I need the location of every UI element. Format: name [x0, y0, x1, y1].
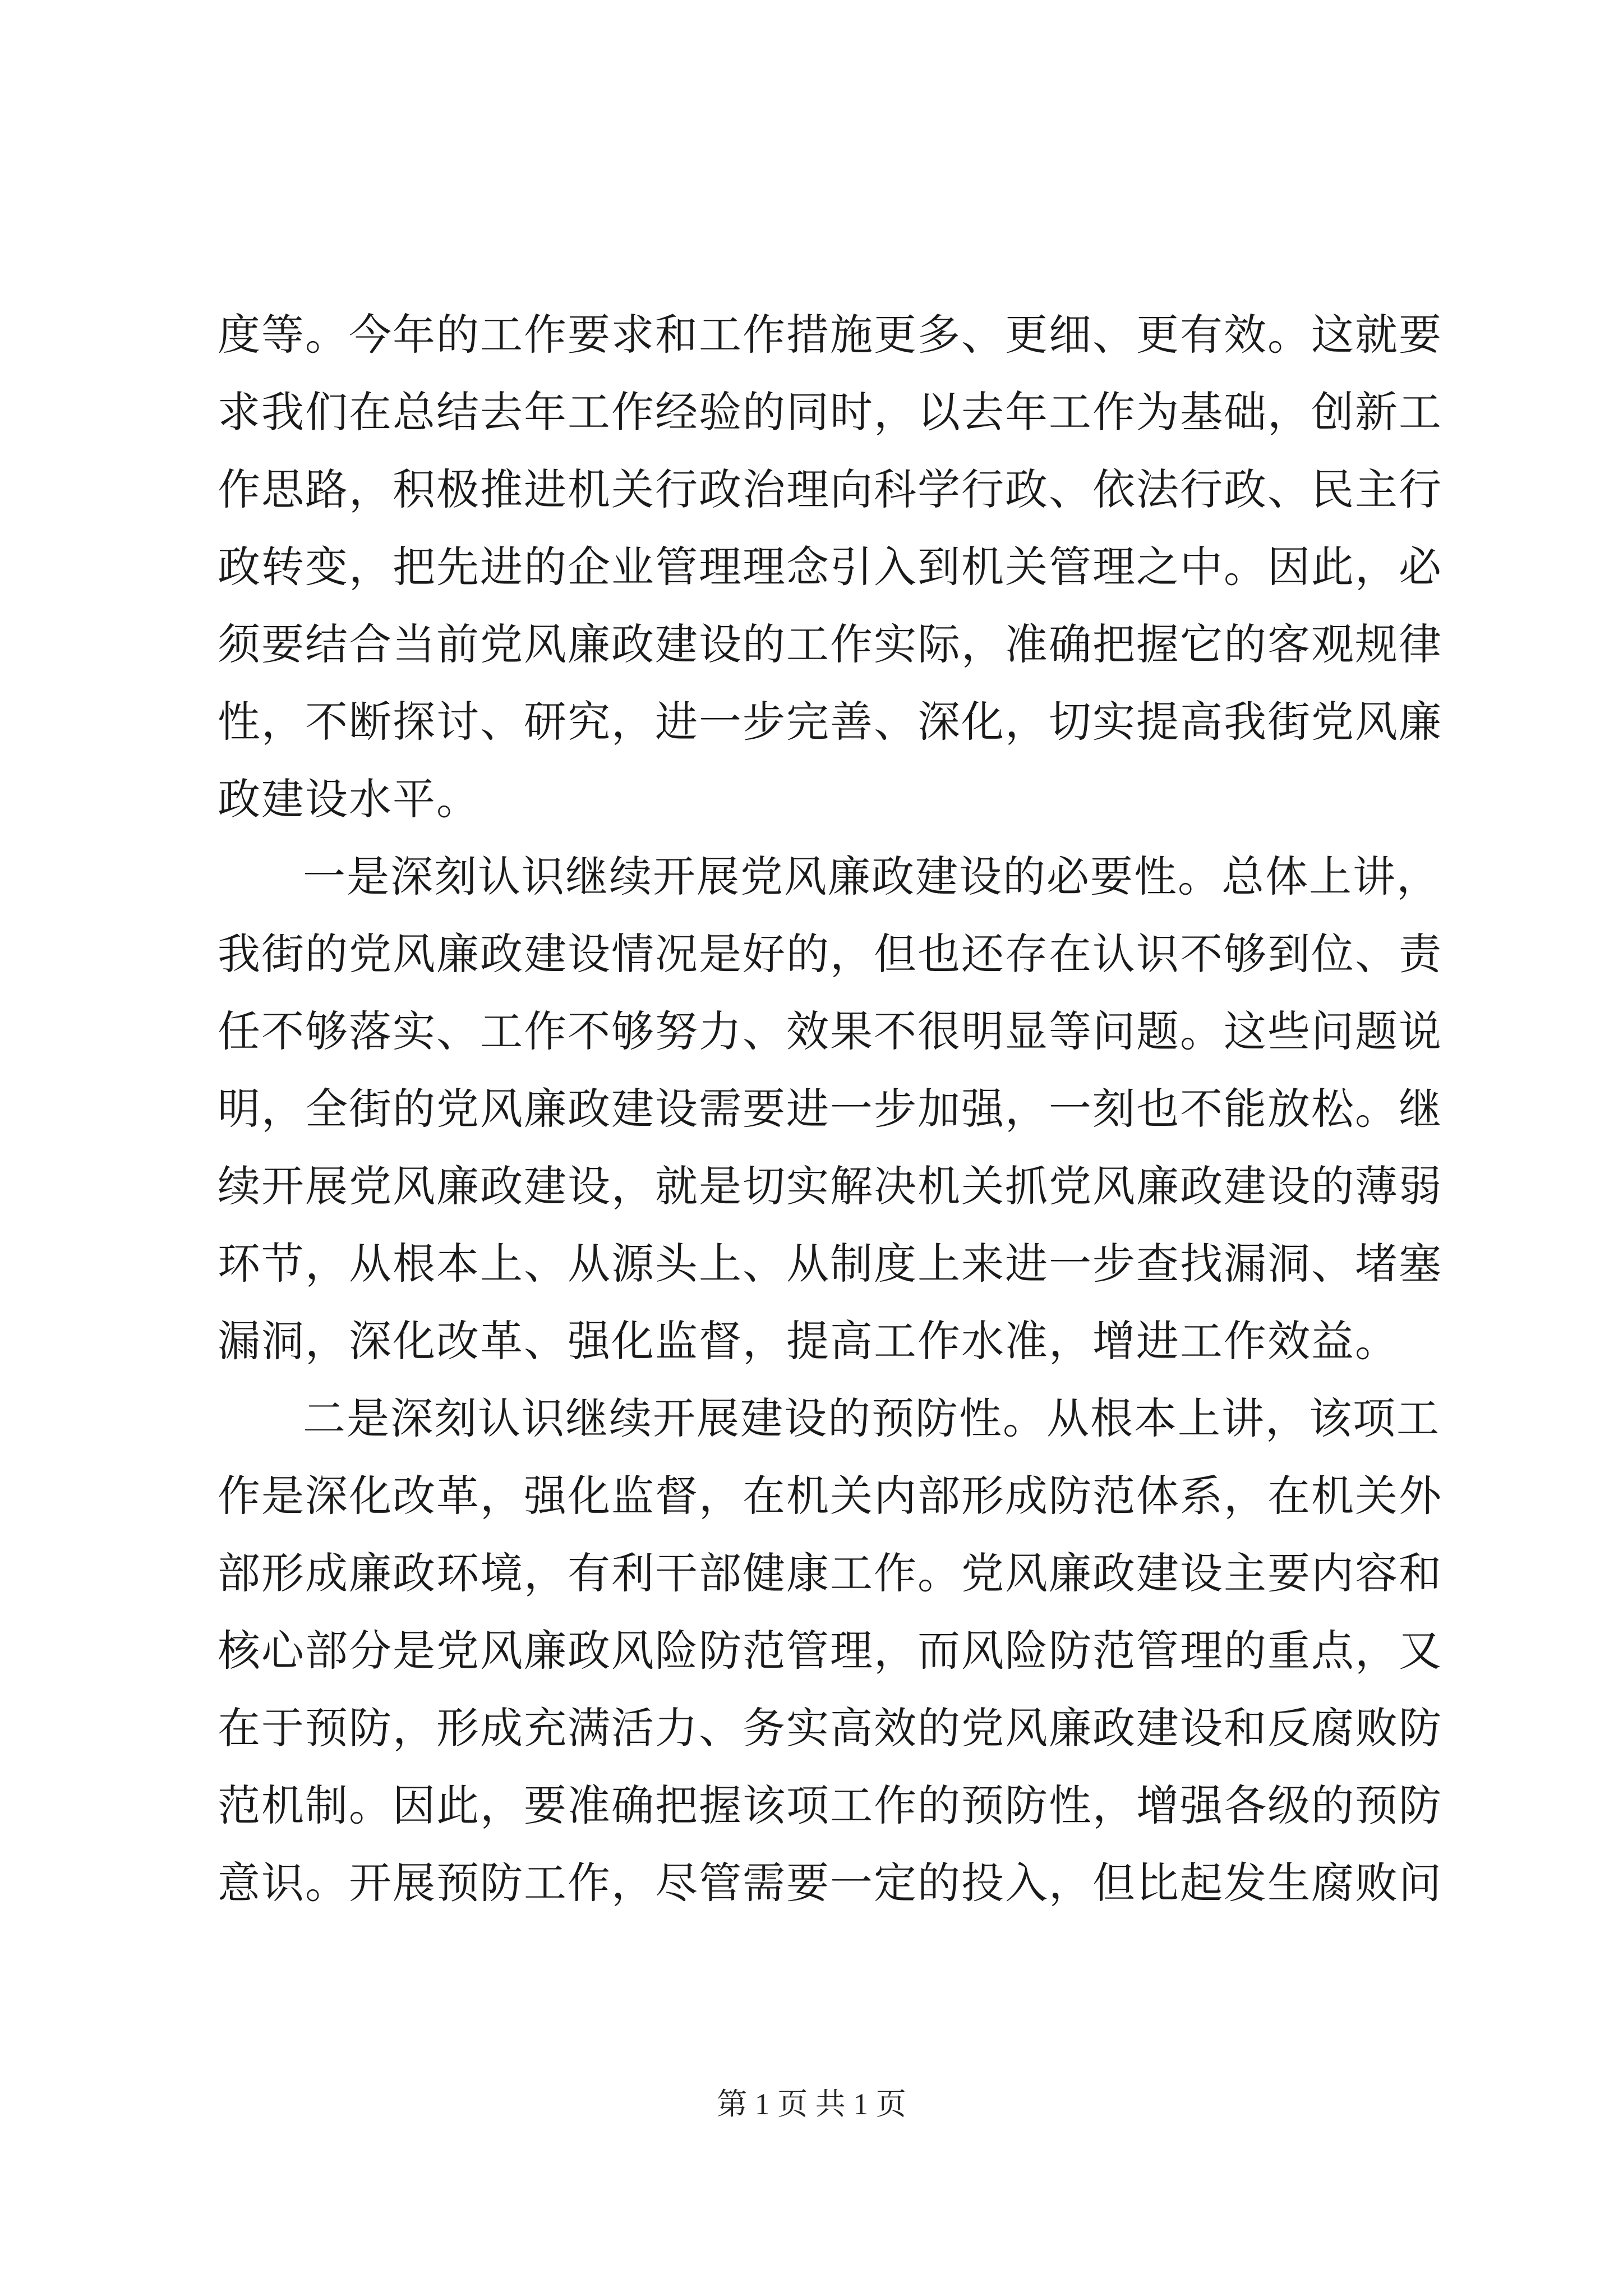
text-line: 漏洞，深化改革、强化监督，提高工作水准，增进工作效益。	[218, 1316, 1399, 1366]
text-line: 部形成廉政环境，有利干部健康工作。党风廉政建设主要内容和	[218, 1548, 1442, 1598]
text-line: 一是深刻认识继续开展党风廉政建设的必要性。总体上讲，	[303, 852, 1440, 901]
text-line: 意识。开展预防工作，尽管需要一定的投入，但比起发生腐败问	[218, 1858, 1442, 1908]
text-line: 求我们在总结去年工作经验的同时，以去年工作为基础，创新工	[218, 387, 1442, 437]
text-line: 范机制。因此，要准确把握该项工作的预防性，增强各级的预防	[218, 1780, 1442, 1830]
text-line: 度等。今年的工作要求和工作措施更多、更细、更有效。这就要	[218, 310, 1442, 360]
page-footer	[0, 2085, 1623, 2124]
body-text	[218, 296, 1442, 1922]
text-line: 环节，从根本上、从源头上、从制度上来进一步查找漏洞、堵塞	[218, 1239, 1442, 1289]
page-number-label: 第 1 页 共 1 页	[717, 2087, 906, 2121]
text-line: 二是深刻认识继续开展建设的预防性。从根本上讲，该项工	[303, 1393, 1440, 1443]
text-line: 任不够落实、工作不够努力、效果不很明显等问题。这些问题说	[218, 1006, 1442, 1056]
text-line: 性，不断探讨、研究，进一步完善、深化，切实提高我街党风廉	[218, 697, 1442, 747]
text-line: 作思路，积极推进机关行政治理向科学行政、依法行政、民主行	[218, 464, 1442, 514]
text-line: 作是深化改革，强化监督，在机关内部形成防范体系，在机关外	[218, 1471, 1442, 1521]
paragraph-3	[218, 1380, 1442, 1922]
paragraph-2	[218, 838, 1442, 1380]
text-line: 我街的党风廉政建设情况是好的，但也还存在认识不够到位、责	[218, 929, 1442, 979]
text-line: 在于预防，形成充满活力、务实高效的党风廉政建设和反腐败防	[218, 1703, 1442, 1753]
text-line: 核心部分是党风廉政风险防范管理，而风险防范管理的重点，又	[218, 1626, 1442, 1676]
text-line: 政建设水平。	[218, 774, 480, 824]
text-line: 续开展党风廉政建设，就是切实解决机关抓党风廉政建设的薄弱	[218, 1161, 1442, 1211]
text-line: 须要结合当前党风廉政建设的工作实际，准确把握它的客观规律	[218, 619, 1442, 669]
text-line: 政转变，把先进的企业管理理念引入到机关管理之中。因此，必	[218, 542, 1442, 592]
text-line: 明，全街的党风廉政建设需要进一步加强，一刻也不能放松。继	[218, 1084, 1442, 1134]
paragraph-1	[218, 296, 1442, 838]
